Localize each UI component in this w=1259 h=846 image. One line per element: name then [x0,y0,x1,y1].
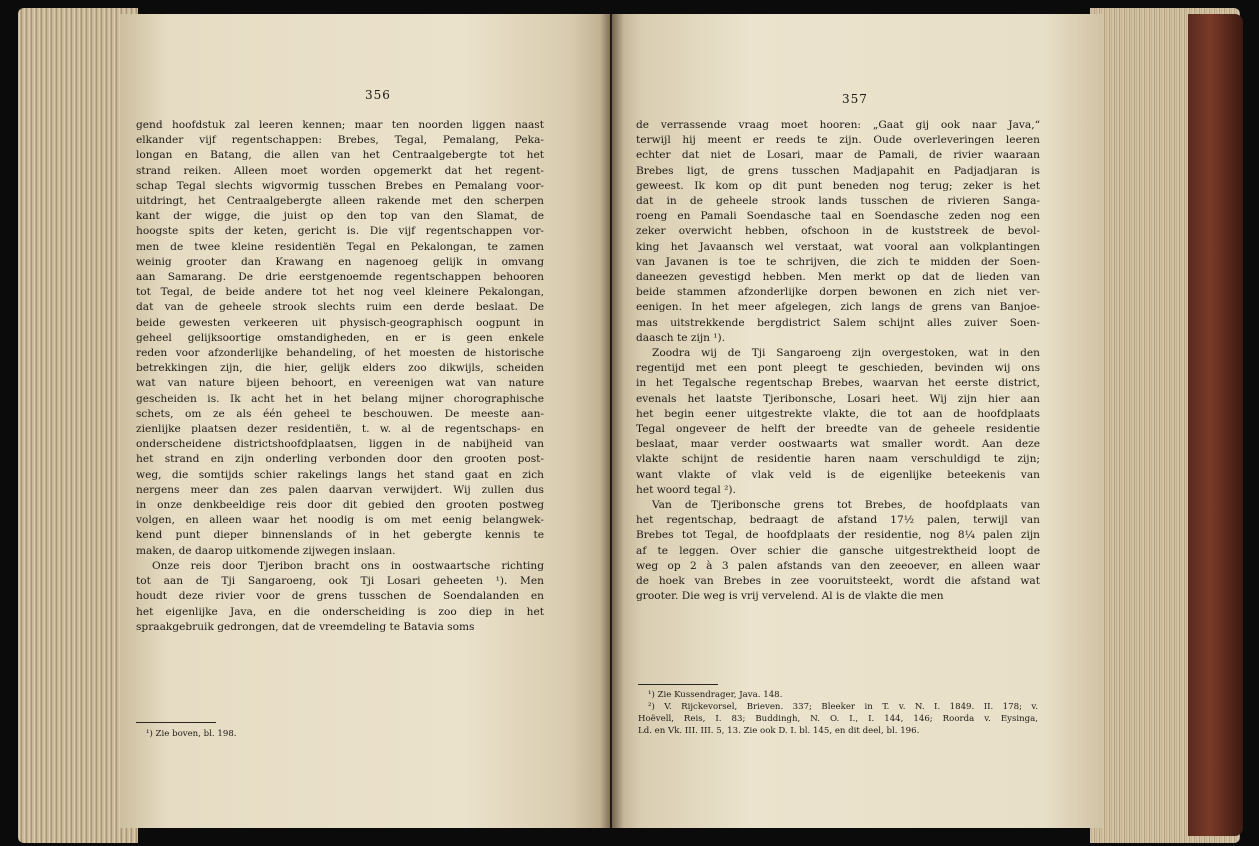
text-line: volgen, en alleen waar het noodig is om met eenig belangwek- [136,514,544,527]
text-line: schap Tegal slechts wigvormig tusschen Brebes en Pemalang voor- [136,179,544,192]
text-line: beide gewesten verkeeren uit physisch-geographisch oogpunt in [136,316,544,329]
text-line: roeng en Pamali Soendasche taal en Soendasche zeden nog een [636,210,1040,223]
text-line: hoogste spits der keten, gericht is. Die vijf regentschappen vor- [136,225,544,238]
text-line: weg op 2 à 3 palen afstands van den zeeoever, en alleen waar [636,559,1040,572]
text-line: tot aan de Tji Sangaroeng, ook Tji Losari geheeten ¹). Men [136,575,544,588]
text-line: wat van nature bijeen behoort, en vereenigen wat van nature [136,377,544,390]
left-page [120,14,610,828]
text-line: Van de Tjeribonsche grens tot Brebes, de hoofdplaats van [652,499,1040,512]
text-line: gend hoofdstuk zal leeren kennen; maar ten noorden liggen naast [136,119,544,131]
text-line: daneezen gevestigd hebben. Men merkt op dat de lieden van [636,271,1040,284]
text-line: elkander vijf regentschappen: Brebes, Tegal, Pemalang, Peka- [136,134,544,147]
left-page-footnotes [136,728,536,740]
text-line: eenigen. In het meer afgelegen, zich langs de grens van Banjoe- [636,301,1040,314]
text-line: het strand en zijn onderling verbonden door den grooten post- [136,453,544,466]
footnote-rule [136,722,216,723]
text-line: betrekkingen zijn, die hier, gelijk elders zoo dikwijls, scheiden [136,362,544,375]
text-line: kant der wigge, die juist op den top van den Slamat, de [136,210,544,223]
text-line: beslaat, maar verder oostwaarts wat smaller wordt. Aan deze [636,438,1040,451]
text-line: dat in de geheele strook lands tusschen de rivieren Sanga- [636,195,1040,208]
text-line: spraakgebruik gedrongen, dat de vreemdeling te Batavia soms [136,620,475,633]
left-page-body [136,118,544,635]
text-line: terwijl hij meent er reeds te zijn. Oude overleveringen leeren [636,134,1040,147]
text-line: het woord tegal ²). [636,483,736,496]
text-line: Brebes ligt, de grens tusschen Madjapahit en Padjadjaran is [636,164,1040,177]
text-line: zeker overwicht hebben, ofschoon in de kuststreek de bevol- [636,225,1040,238]
text-line: nergens meer dan zes palen daarvan verwijdert. Wij zullen dus [136,483,544,496]
text-line: men de twee kleine residentiën Tegal en Pekalongan, te zamen [136,240,544,253]
text-line: weg, die somtijds schier rakelings langs het stand gaat en zich [136,468,544,481]
right-page-body [636,118,1040,605]
footnote-line: Ld. en Vk. III. III. 5, 13. Zie ook D. I. bl. 145, en dit deel, bl. 196. [638,726,920,736]
footnote-line: ¹) Zie Kussendrager, Java. 148. [648,690,783,700]
text-line: vlakte schijnt de residentie haren naam verschuldigd te zijn; [636,453,1040,466]
text-line: Brebes tot Tegal, de hoofdplaats der residentie, nog 8¼ palen zijn [636,529,1040,542]
text-line: reden voor afzonderlijke behandeling, of het moesten de historische [136,347,544,360]
page-number: 356 [365,88,391,102]
text-line: evenals het laatste Tjeribonsche, Losari heet. Wij zijn hier aan [636,392,1040,405]
text-line: mas uitstrekkende bergdistrict Salem schijnt alles zuiver Soen- [636,316,1040,329]
text-line: de verrassende vraag moet hooren: „Gaat gij ook naar Java,“ [636,119,1040,131]
page-number: 357 [842,92,868,106]
text-line: longan en Batang, die allen van het Centraalgebergte tot het [136,149,544,162]
text-line: kend punt dieper binnenslands of in het gebergte kennis te [136,529,544,542]
text-line: in onze denkbeeldige reis door dit gebied den grooten postweg [136,499,544,512]
footnote-rule [638,684,718,685]
text-line: het begin eener uitgestrekte vlakte, die tot aan de hoofdplaats [636,407,1040,420]
text-line: grooter. Die weg is vrij vervelend. Al is de vlakte die men [636,590,944,603]
text-line: tot Tegal, de beide andere tot het nog veel kleinere Pekalongan, [136,286,544,299]
book-cover-edge [1188,14,1243,836]
text-line: geheel gelijksoortige omstandigheden, en er is geen enkele [136,331,544,344]
text-line: Zoodra wij de Tji Sangaroeng zijn overgestoken, wat in den [652,347,1040,360]
text-line: onderscheidene districtshoofdplaatsen, liggen in de nabijheid van [136,438,544,451]
right-page [612,14,1102,828]
text-line: gescheiden is. Ik acht het in het belang mijner chorographische [136,392,544,405]
text-line: maken, de daarop uitkomende zijwegen inslaan. [136,544,396,557]
text-line: want vlakte of vlak veld is de eigenlijke beteekenis van [636,468,1040,481]
text-line: king het Javaansch wel verstaat, wat vooral aan volkplantingen [636,240,1040,253]
text-line: in het Tegalsche regentschap Brebes, waarvan het eerste district, [636,377,1040,390]
text-line: regentijd met een pont pleegt te geschieden, bevinden wij ons [636,362,1040,375]
text-line: de hoek van Brebes in zee vooruitsteekt, wordt die afstand wat [636,575,1040,588]
right-page-footnotes [638,689,1038,737]
book-gutter [600,14,624,828]
text-line: schets, om ze als één geheel te beschouwen. De meeste aan- [136,407,544,420]
text-line: beide stammen afzonderlijke dorpen bewonen en zich niet ver- [636,286,1040,299]
text-line: af te leggen. Over schier die gansche uitgestrektheid loopt de [636,544,1040,557]
text-line: aan Samarang. De drie eerstgenoemde regentschappen behooren [136,271,544,284]
text-line: houdt deze rivier voor de grens tusschen de Soendalanden en [136,590,544,603]
footnote-line: Hoëvell, Reis, I. 83; Buddingh, N. O. I., I. 144, 146; Roorda v. Eysinga, [638,714,1038,724]
text-line: daasch te zijn ¹). [636,331,726,344]
text-line: geweest. Ik kom op dit punt beneden nog terug; zeker is het [636,179,1040,192]
text-line: echter dat niet de Losari, maar de Pamali, de rivier waaraan [636,149,1040,162]
text-line: strand reiken. Alleen moet worden opgemerkt dat het regent- [136,164,544,177]
text-line: het regentschap, bedraagt de afstand 17½ palen, terwijl van [636,514,1040,527]
text-line: Tegal ongeveer de helft der breedte van de geheele residentie [636,423,1040,436]
text-line: Onze reis door Tjeribon bracht ons in oostwaartsche richting [152,559,544,572]
text-line: weinig grooter dan Krawang en nagenoeg gelijk in omvang [136,255,544,268]
text-line: uitdringt, het Centraalgebergte alleen rakende met den scherpen [136,195,544,208]
text-line: zienlijke plaatsen dezer residentiën, t. w. al de regentschaps- en [136,423,544,436]
text-line: het eigenlijke Java, en die onderscheiding is zoo diep in het [136,605,544,618]
footnote-line: ²) V. Rijckevorsel, Brieven. 337; Bleeker in T. v. N. I. 1849. II. 178; v. [648,702,1038,712]
text-line: dat van de geheele strook slechts ruim een derde beslaat. De [136,301,544,314]
text-line: van Javanen is toe te schrijven, die zich te midden der Soen- [636,255,1040,268]
footnote-line: ¹) Zie boven, bl. 198. [146,729,237,739]
